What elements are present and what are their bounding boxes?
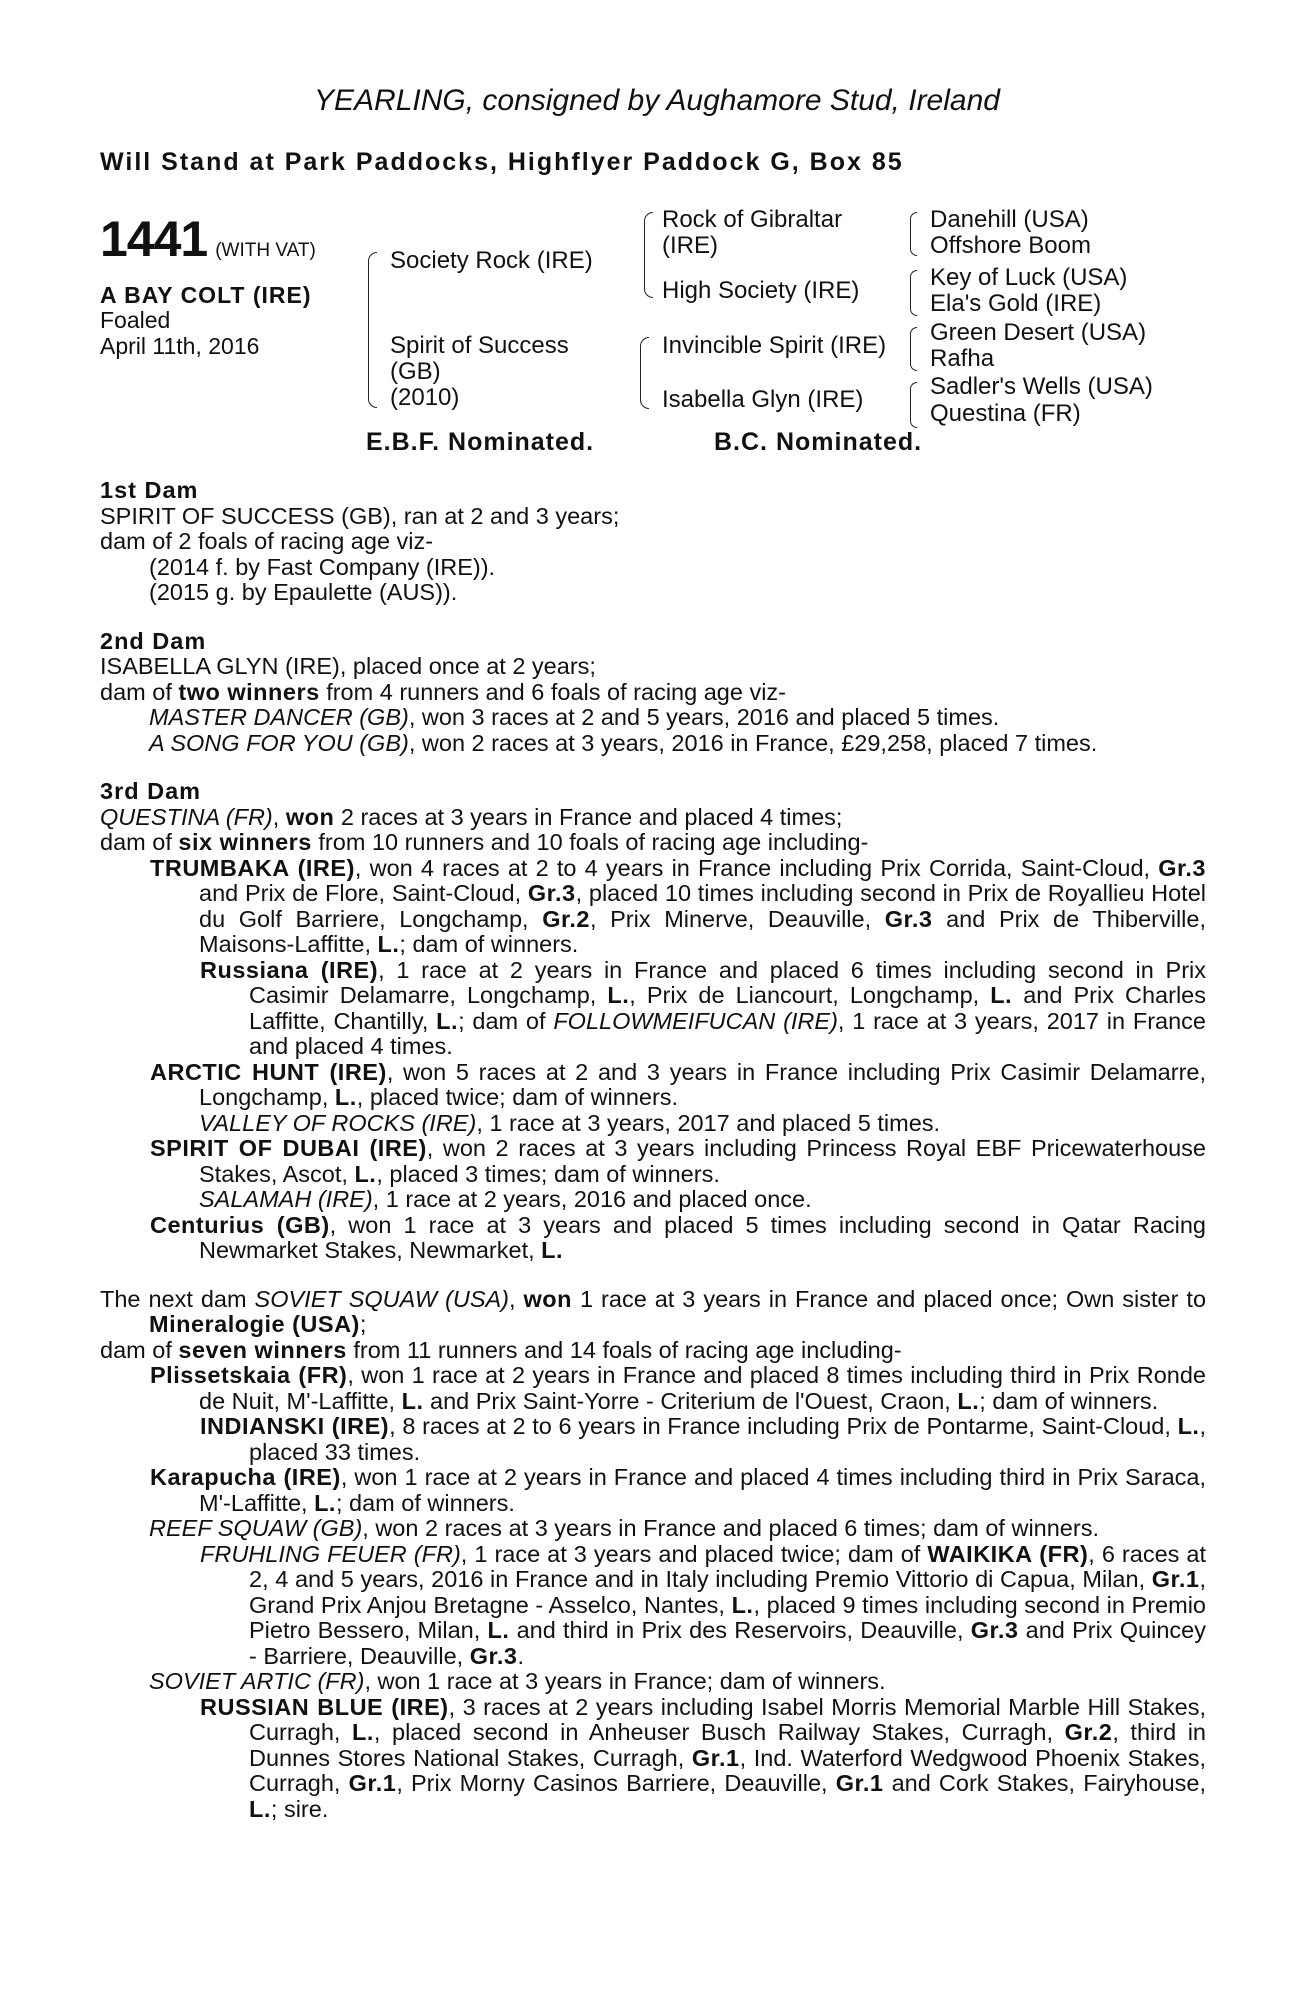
progeny-entry: RUSSIAN BLUE (IRE), 3 races at 2 years including Isabel Morris Memorial Marble Hill Stakes, Curragh, L., placed second in Anheuser Busch Railway Stakes, Curragh, Gr.2, third in Dunnes Stores National Stakes, Curragh, Gr.1, Ind. Waterford Wedgwood Phoenix Stakes, Curragh, Gr.1, Prix Morny Casinos Barriere, Deauville, Gr.1 and Cork Stakes, Fairyhouse, L.; sire.: [200, 1693, 1207, 1822]
horse-description: A BAY COLT (IRE): [100, 282, 312, 308]
progeny-entry: REEF SQUAW (GB), won 2 races at 3 years in France and placed 6 times; dam of winners.: [149, 1515, 1099, 1541]
progeny-entry: SPIRIT OF DUBAI (IRE), won 2 races at 3 years including Princess Royal EBF Pricewaterhouse Stakes, Ascot, L., placed 3 times; dam of winners.: [150, 1135, 1206, 1187]
first-dam-line: SPIRIT OF SUCCESS (GB), ran at 2 and 3 years;: [100, 502, 620, 529]
pedigree-sss: Danehill (USA): [930, 206, 1089, 233]
foaled-label: Foaled: [100, 307, 171, 333]
produce-record: [100, 478, 1206, 1845]
pedigree-dss: Green Desert (USA): [930, 319, 1147, 346]
pedigree-sds: Key of Luck (USA): [930, 264, 1128, 291]
foal-entry: (2015 g. by Epaulette (AUS)).: [149, 579, 458, 605]
pedigree-ssd: Offshore Boom: [930, 232, 1091, 259]
next-dam-line: The next dam SOVIET SQUAW (USA), won 1 race at 3 years in France and placed once; Own sister to Mineralogie (USA);: [100, 1285, 1207, 1337]
vat-note: (WITH VAT): [215, 240, 316, 261]
pedigree-brace: [910, 327, 917, 371]
first-dam-section: [100, 478, 1206, 606]
bc-nominated: B.C. Nominated.: [714, 428, 923, 456]
first-dam-line: dam of 2 foals of racing age viz-: [100, 528, 434, 554]
second-dam-section: [100, 629, 1206, 757]
lot-number: 1441: [100, 211, 208, 267]
progeny-entry: VALLEY OF ROCKS (IRE), 1 race at 3 years, 2017 and placed 5 times.: [199, 1109, 941, 1136]
second-dam-heading: 2nd Dam: [100, 627, 207, 654]
catalogue-subtitle: YEARLING, consigned by Aughamore Stud, Ireland: [314, 84, 1000, 117]
second-dam-line: dam of two winners from 4 runners and 6 foals of racing age viz-: [100, 678, 786, 705]
first-dam-heading: 1st Dam: [100, 477, 199, 503]
pedigree-dds: Sadler's Wells (USA): [930, 373, 1153, 400]
pedigree-brace: [910, 270, 917, 316]
progeny-entry: INDIANSKI (IRE), 8 races at 2 to 6 years in France including Prix de Pontarme, Saint-Cloud, L., placed 33 times.: [200, 1413, 1206, 1465]
stand-location: Will Stand at Park Paddocks, Highflyer Paddock G, Box 85: [100, 148, 904, 176]
foal-entry: (2014 f. by Fast Company (IRE)).: [149, 553, 496, 580]
progeny-entry: Russiana (IRE), 1 race at 2 years in France and placed 6 times including second in Prix Casimir Delamarre, Longchamp, L., Prix de Liancourt, Longchamp, L. and Prix Charles Laffitte, Chantilly, L.; dam of FOLLOWMEIFUCAN (IRE), 1 race at 3 years, 2017 in France and placed 4 times.: [200, 956, 1207, 1059]
lot-number-block: [100, 210, 316, 268]
third-dam-line: dam of six winners from 10 runners and 10 foals of racing age including-: [100, 829, 869, 855]
next-dam-section: [100, 1287, 1206, 1823]
pedigree-ddd: Questina (FR): [930, 400, 1081, 427]
pedigree-dam-dam: Isabella Glyn (IRE): [662, 386, 864, 413]
pedigree-brace: [368, 252, 377, 408]
foaled-date: April 11th, 2016: [100, 333, 260, 359]
second-dam-line: ISABELLA GLYN (IRE), placed once at 2 years;: [100, 653, 596, 679]
progeny-entry: MASTER DANCER (GB), won 3 races at 2 and 5 years, 2016 and placed 5 times.: [149, 704, 1000, 730]
progeny-entry: SOVIET ARTIC (FR), won 1 race at 3 years in France; dam of winners.: [149, 1668, 886, 1694]
pedigree-brace: [640, 337, 649, 409]
pedigree-dam: Spirit of Success (GB) (2010): [390, 332, 569, 411]
progeny-entry: ARCTIC HUNT (IRE), won 5 races at 2 and 3 years in France including Prix Casimir Delamarre, Longchamp, L., placed twice; dam of winners.: [150, 1058, 1207, 1110]
third-dam-line: QUESTINA (FR), won 2 races at 3 years in France and placed 4 times;: [100, 803, 843, 830]
pedigree-brace: [910, 212, 917, 256]
pedigree-sire-sire: Rock of Gibraltar (IRE): [662, 206, 843, 259]
next-dam-line: dam of seven winners from 11 runners and 14 foals of racing age including-: [100, 1336, 902, 1363]
progeny-entry: SALAMAH (IRE), 1 race at 2 years, 2016 and placed once.: [199, 1186, 812, 1212]
progeny-entry: TRUMBAKA (IRE), won 4 races at 2 to 4 years in France including Prix Corrida, Saint-Cloud, Gr.3 and Prix de Flore, Saint-Cloud, Gr.3, placed 10 times including second in Prix de Royallieu Hotel du Golf Barriere, Longchamp, Gr.2, Prix Minerve, Deauville, Gr.3 and Prix de Thiberville, Maisons-Laffitte, L.; dam of winners.: [150, 854, 1207, 957]
pedigree-dam-sire: Invincible Spirit (IRE): [662, 332, 887, 359]
pedigree-brace: [644, 212, 653, 298]
pedigree-sire: Society Rock (IRE): [390, 247, 593, 274]
third-dam-section: [100, 779, 1206, 1264]
third-dam-heading: 3rd Dam: [100, 778, 202, 804]
ebf-nominated: E.B.F. Nominated.: [366, 428, 595, 456]
pedigree-sire-dam: High Society (IRE): [662, 277, 860, 304]
progeny-entry: Karapucha (IRE), won 1 race at 2 years in France and placed 4 times including third in Prix Saraca, M'-Laffitte, L.; dam of winners.: [150, 1464, 1206, 1516]
progeny-entry: A SONG FOR YOU (GB), won 2 races at 3 years, 2016 in France, £29,258, placed 7 times.: [149, 729, 1098, 756]
progeny-entry: Centurius (GB), won 1 race at 3 years and placed 5 times including second in Qatar Racing Newmarket Stakes, Newmarket, L.: [150, 1211, 1206, 1263]
pedigree-dsd: Rafha: [930, 345, 995, 372]
progeny-entry: FRUHLING FEUER (FR), 1 race at 3 years and placed twice; dam of WAIKIKA (FR), 6 races at 2, 4 and 5 years, 2016 in France and in Italy including Premio Vittorio di Capua, Milan, Gr.1, Grand Prix Anjou Bretagne - Asselco, Nantes, L., placed 9 times including second in Premio Pietro Bessero, Milan, L. and third in Prix des Reservoirs, Deauville, Gr.3 and Prix Quincey - Barriere, Deauville, Gr.3.: [200, 1540, 1207, 1669]
pedigree-sdd: Ela's Gold (IRE): [930, 290, 1102, 317]
progeny-entry: Plissetskaia (FR), won 1 race at 2 years in France and placed 8 times including third in Prix Ronde de Nuit, M'-Laffitte, L. and Prix Saint-Yorre - Criterium de l'Ouest, Craon, L.; dam of winners.: [150, 1362, 1206, 1414]
pedigree-brace: [910, 382, 917, 428]
